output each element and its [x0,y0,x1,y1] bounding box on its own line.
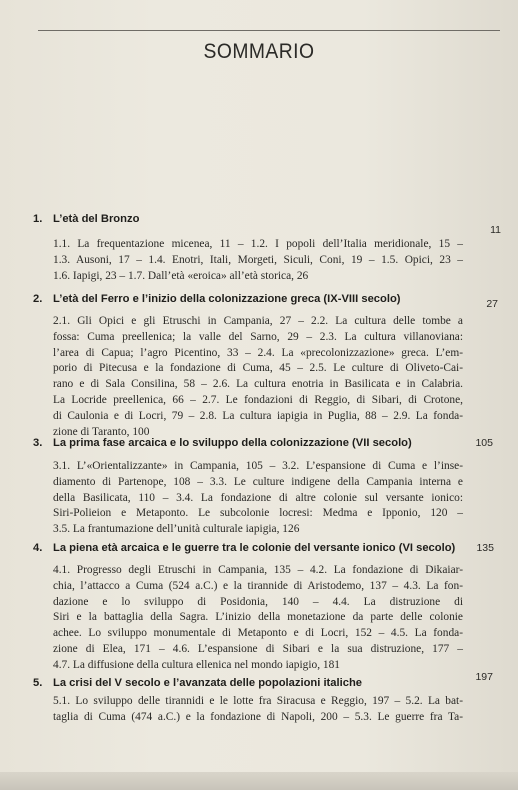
chapter-summary [53,694,463,726]
chapter-heading [33,542,455,554]
chapter-summary [53,563,463,674]
page-number: 27 [486,298,498,310]
page-number: 11 [490,224,501,236]
summary-line: l’area di Capua; l’agro Picentino, 33 – 2.4. La «precolonizzazione» greca. L’em- [53,346,463,359]
chapter-title: La piena età arcaica e le guerre tra le colonie del versante ionico (VI secolo) [53,542,456,554]
summary-line: zione di Taranto, 100 [53,425,150,438]
summary-line: 3.1. L’«Orientalizzante» in Campania, 105 – 3.2. L’espansione di Cuma e l’inse- [53,460,463,472]
summary-line: Siri e la battaglia della Sagra. L’inizio della monetazione da parte delle colonie [53,611,463,624]
chapter-number: 3. [33,437,43,449]
summary-line: 1.3. Ausoni, 17 – 1.4. Enotri, Itali, Morgeti, Siculi, Coni, 19 – 1.5. Opici, 23 – [53,253,463,266]
chapter-heading [33,437,412,449]
summary-line: La Locride preellenica, 66 – 2.7. Le fondazioni di Reggio, di Sibari, di Crotone, [53,393,463,406]
page-number: 197 [475,671,493,683]
summary-line: diamento di Partenope, 108 – 3.3. Le culture indigene della Campania interna e [53,475,463,488]
chapter-summary [53,237,463,284]
chapter-number: 4. [33,542,43,554]
summary-line: achee. Lo sviluppo monumentale di Metaponto e di Locri, 152 – 4.5. La fonda- [53,627,463,640]
chapter-title: L’età del Ferro e l’inizio della colonizzazione greca (IX-VIII secolo) [53,293,401,305]
top-rule [38,30,500,31]
page-title: SOMMARIO [203,40,315,63]
summary-line: 2.1. Gli Opici e gli Etruschi in Campania, 27 – 2.2. La cultura delle tombe a [53,315,463,327]
chapter-heading [33,293,401,305]
chapter-summary [53,459,463,538]
summary-line: 1.1. La frequentazione micenea, 11 – 1.2. I popoli dell’Italia meridionale, 15 – [53,238,463,250]
page-number: 105 [475,437,493,449]
summary-line: 4.7. La diffusione della cultura ellenica nel mondo iapigio, 181 [53,658,341,671]
summary-line: 3.5. La frantumazione dell’unità culturale iapigia, 126 [53,523,300,536]
chapter-number: 5. [33,677,43,689]
page-number: 135 [476,542,494,554]
summary-line: rano e di Sala Consilina, 58 – 2.6. La cultura enotria in Basilicata e in Calabria. [53,378,463,391]
chapter-summary [53,314,463,440]
chapter-heading [33,213,139,225]
summary-line: zione di Elea, 171 – 4.6. L’espansione di Sibari e la sua distruzione, 177 – [53,642,463,655]
summary-line: chia, l’attacco a Cuma (524 a.C.) e la tirannide di Aristodemo, 137 – 4.3. La fon- [53,579,463,592]
chapter-title: La prima fase arcaica e lo sviluppo della colonizzazione (VII secolo) [53,437,412,449]
summary-line: della Basilicata, 110 – 3.4. La fondazione di altre colonie sul versante ionico: [53,491,463,504]
summary-line: Siri-Polieion e Metaponto. Le subcolonie locresi: Medma e Ipponio, 120 – [53,507,463,520]
chapter-number: 1. [33,213,43,225]
summary-line: dazione e lo sviluppo di Posidonia, 140 – 4.4. La distruzione di [53,595,463,608]
chapter-number: 2. [33,293,43,305]
chapter-title: La crisi del V secolo e l’avanzata delle popolazioni italiche [53,677,363,689]
summary-line: 5.1. Lo sviluppo delle tirannidi e le lotte fra Siracusa e Reggio, 197 – 5.2. La bat- [53,695,463,707]
summary-line: fossa: Cuma preellenica; la valle del Sarno, 29 – 2.3. La cultura villanoviana: [53,330,463,343]
summary-line: 1.6. Iapigi, 23 – 1.7. Dall’età «eroica» all’età storica, 26 [53,269,309,282]
summary-line: porio di Pitecusa e la fondazione di Cuma, 45 – 2.5. Le culture di Oliveto-Cai- [53,362,463,375]
page-edge-shadow [0,772,518,790]
summary-line: 4.1. Progresso degli Etruschi in Campania, 135 – 4.2. La fondazione di Dikaiar- [53,564,463,576]
chapter-heading [33,677,362,689]
summary-line: di Caulonia e di Locri, 79 – 2.8. La cultura iapigia in Puglia, 88 – 2.9. La fonda- [53,409,463,422]
chapter-title: L’età del Bronzo [53,213,140,225]
summary-line: taglia di Cuma (474 a.C.) e la fondazione di Napoli, 200 – 5.3. Le guerre fra Ta- [53,710,463,723]
